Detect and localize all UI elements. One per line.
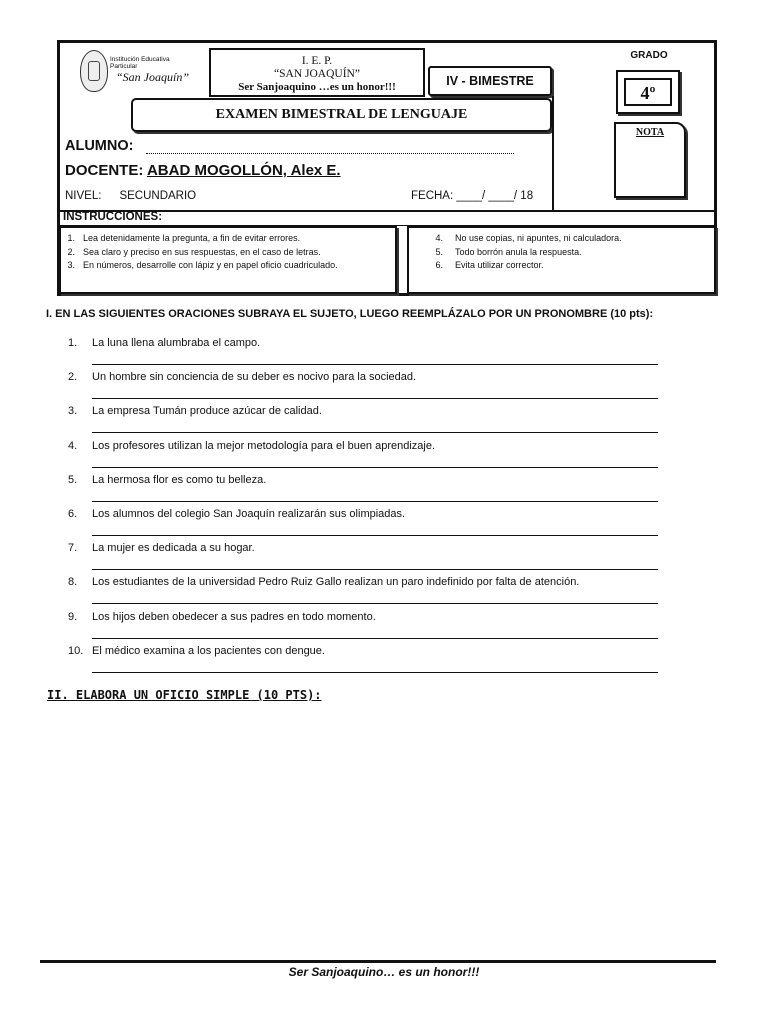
instruction-number: 1. [67, 233, 75, 243]
instructions-list [409, 228, 714, 273]
answer-line[interactable] [92, 603, 658, 604]
question-number: 8. [68, 576, 78, 588]
nivel-row [65, 190, 196, 202]
question-item [68, 405, 322, 417]
question-text: La luna llena alumbraba el campo. [92, 337, 261, 349]
question-item [68, 474, 266, 486]
instruction-text: Sea claro y preciso en sus respuestas, en el caso de letras. [83, 246, 321, 257]
question-number: 9. [68, 611, 78, 623]
question-number: 10. [68, 645, 84, 657]
instruction-text: Lea detenidamente la pregunta, a fin de evitar errores. [83, 233, 301, 243]
instruction-number: 5. [435, 246, 443, 257]
answer-line[interactable] [92, 364, 658, 365]
question-text: Un hombre sin conciencia de su deber es nocivo para la sociedad. [92, 371, 417, 383]
question-item [68, 371, 416, 383]
grado-value: 4º [624, 78, 672, 106]
section1-title: I. EN LAS SIGUIENTES ORACIONES SUBRAYA EL SUJETO, LUEGO REEMPLÁZALO POR UN PRONOMBRE (10 pts): [46, 308, 654, 320]
question-text: La empresa Tumán produce azúcar de calidad. [92, 405, 322, 417]
question-text: La mujer es dedicada a su hogar. [92, 542, 255, 554]
nivel-value: SECUNDARIO [119, 190, 197, 202]
question-number: 6. [68, 508, 78, 520]
school-logo [80, 50, 190, 98]
instruction-item [409, 246, 714, 260]
answer-line[interactable] [92, 672, 658, 673]
answer-line[interactable] [92, 432, 658, 433]
iep-motto: Ser Sanjoaquino …es un honor!!! [238, 81, 396, 93]
question-text: Los profesores utilizan la mejor metodología para el buen aprendizaje. [92, 440, 436, 452]
question-number: 5. [68, 474, 78, 486]
answer-line[interactable] [92, 569, 658, 570]
alumno-label: ALUMNO: [65, 138, 134, 154]
question-item [68, 337, 260, 349]
question-item [68, 542, 255, 554]
instruction-item [409, 259, 714, 273]
exam-title: EXAMEN BIMESTRAL DE LENGUAJE [131, 98, 552, 132]
question-text: La hermosa flor es como tu belleza. [92, 474, 267, 486]
iep-line1: I. E. P. [301, 55, 333, 67]
answer-line[interactable] [92, 501, 658, 502]
grado-box [616, 70, 680, 114]
iep-line2: “SAN JOAQUÍN” [274, 68, 360, 80]
instruction-number: 3. [67, 260, 75, 270]
question-text: Los hijos deben obedecer a sus padres en todo momento. [92, 611, 376, 623]
instruction-item [61, 259, 395, 273]
divider [40, 960, 716, 963]
logo-name: “San Joaquín” [116, 70, 190, 84]
answer-line[interactable] [92, 398, 658, 399]
nota-label: NOTA [635, 127, 665, 138]
section2-title: II. ELABORA UN OFICIO SIMPLE (10 PTS): [47, 688, 322, 702]
docente-label: DOCENTE: [65, 162, 144, 179]
instruction-item [409, 232, 714, 246]
instruction-number: 6. [435, 260, 443, 270]
instructions-left [59, 226, 397, 294]
instruction-text: No use copias, ni apuntes, ni calculadora. [455, 233, 622, 243]
instruction-item [61, 232, 395, 246]
question-item [68, 645, 325, 657]
question-number: 2. [68, 371, 78, 383]
question-item [68, 440, 435, 452]
school-seal-icon [80, 50, 108, 92]
answer-line[interactable] [92, 467, 658, 468]
question-item [68, 508, 405, 520]
question-text: Los alumnos del colegio San Joaquín realizarán sus olimpiadas. [92, 508, 406, 520]
footer-motto: Ser Sanjoaquino… es un honor!!! [288, 965, 480, 979]
instruction-item [61, 246, 395, 260]
docente-row [65, 162, 341, 179]
instructions-list [61, 228, 395, 273]
answer-line[interactable] [92, 535, 658, 536]
fecha-field[interactable]: FECHA: ____/ ____/ 18 [411, 190, 534, 202]
instruction-text: Evita utilizar corrector. [455, 260, 544, 270]
nivel-label: NIVEL: [65, 190, 102, 202]
school-name-box [209, 48, 425, 97]
question-number: 4. [68, 440, 78, 452]
divider [552, 96, 554, 210]
instructions-title: INSTRUCCIONES: [63, 211, 163, 223]
question-text: Los estudiantes de la universidad Pedro Ruiz Gallo realizan un paro indefinido por falta de atención. [92, 576, 580, 588]
instruction-number: 2. [67, 246, 75, 257]
question-number: 1. [68, 337, 78, 349]
instruction-text: Todo borrón anula la respuesta. [455, 246, 582, 257]
instructions-right [407, 226, 716, 294]
bimestre-badge: IV - BIMESTRE [428, 66, 552, 96]
alumno-field[interactable] [146, 153, 514, 154]
grado-label: GRADO [630, 50, 668, 61]
question-text: El médico examina a los pacientes con dengue. [92, 645, 325, 657]
logo-subtitle: Institución Educativa Particular [110, 56, 170, 70]
question-number: 7. [68, 542, 78, 554]
nota-box[interactable] [614, 122, 686, 198]
question-item [68, 611, 376, 623]
answer-line[interactable] [92, 638, 658, 639]
question-item [68, 576, 579, 588]
instruction-text: En números, desarrolle con lápiz y en papel oficio cuadriculado. [83, 260, 338, 270]
question-number: 3. [68, 405, 78, 417]
docente-name: ABAD MOGOLLÓN, Alex E. [146, 162, 341, 179]
instruction-number: 4. [435, 233, 443, 243]
